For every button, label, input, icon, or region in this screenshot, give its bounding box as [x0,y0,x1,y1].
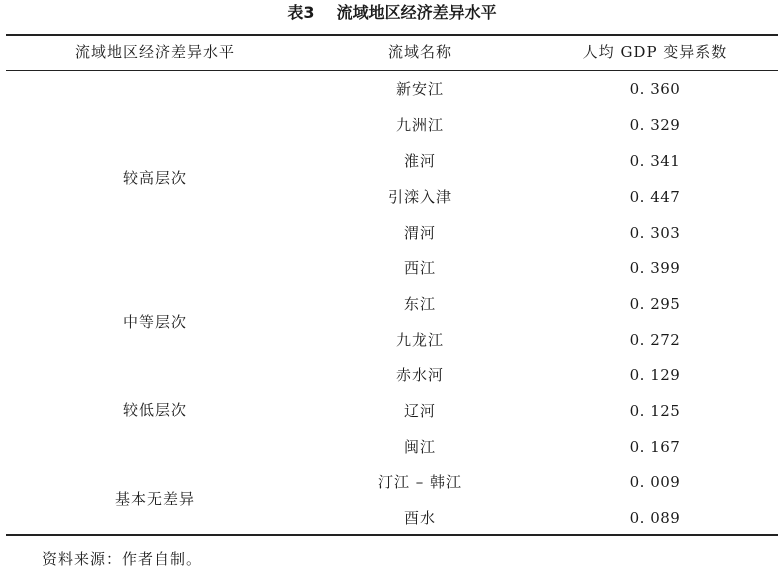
group-label-high: 较高层次 [122,169,187,187]
basin-name: 新安江 [395,80,444,98]
gdp-cv-value: 0. 125 [629,402,681,420]
basin-name: 淮河 [403,152,436,170]
basin-name: 闽江 [403,438,436,456]
table-title [0,2,784,24]
table-title-text: 流域地区经济差异水平 [336,3,497,22]
basin-name: 渭河 [403,224,436,242]
basin-name: 九洲江 [395,116,444,134]
basin-name: 东江 [403,295,436,313]
basin-name: 汀江 – 韩江 [377,473,463,491]
basin-name: 酉水 [403,509,436,527]
gdp-cv-value: 0. 009 [629,473,681,491]
gdp-cv-value: 0. 399 [629,259,681,277]
basin-name: 西江 [403,259,436,277]
group-label-low: 较低层次 [122,401,187,419]
gdp-cv-value: 0. 089 [629,509,681,527]
source-note: 资料来源：作者自制。 [42,550,203,568]
group-label-medium: 中等层次 [122,313,187,331]
basin-name: 赤水河 [395,366,444,384]
basin-name: 九龙江 [395,331,444,349]
header-basin-name: 流域名称 [387,43,452,61]
gdp-cv-value: 0. 341 [629,152,681,170]
gdp-cv-value: 0. 303 [629,224,681,242]
header-region-level: 流域地区经济差异水平 [74,43,235,61]
header-gdp-cv: 人均 GDP 变异系数 [582,43,728,61]
basin-name: 引滦入津 [387,188,452,206]
gdp-cv-value: 0. 129 [629,366,681,384]
bottom-rule [6,534,778,536]
gdp-cv-value: 0. 329 [629,116,681,134]
table-number: 表3 [287,3,315,22]
gdp-cv-value: 0. 295 [629,295,681,313]
gdp-cv-value: 0. 447 [629,188,681,206]
gdp-cv-value: 0. 272 [629,331,681,349]
gdp-cv-value: 0. 360 [629,80,681,98]
gdp-cv-value: 0. 167 [629,438,681,456]
group-label-none: 基本无差异 [114,490,195,508]
basin-name: 辽河 [403,402,436,420]
